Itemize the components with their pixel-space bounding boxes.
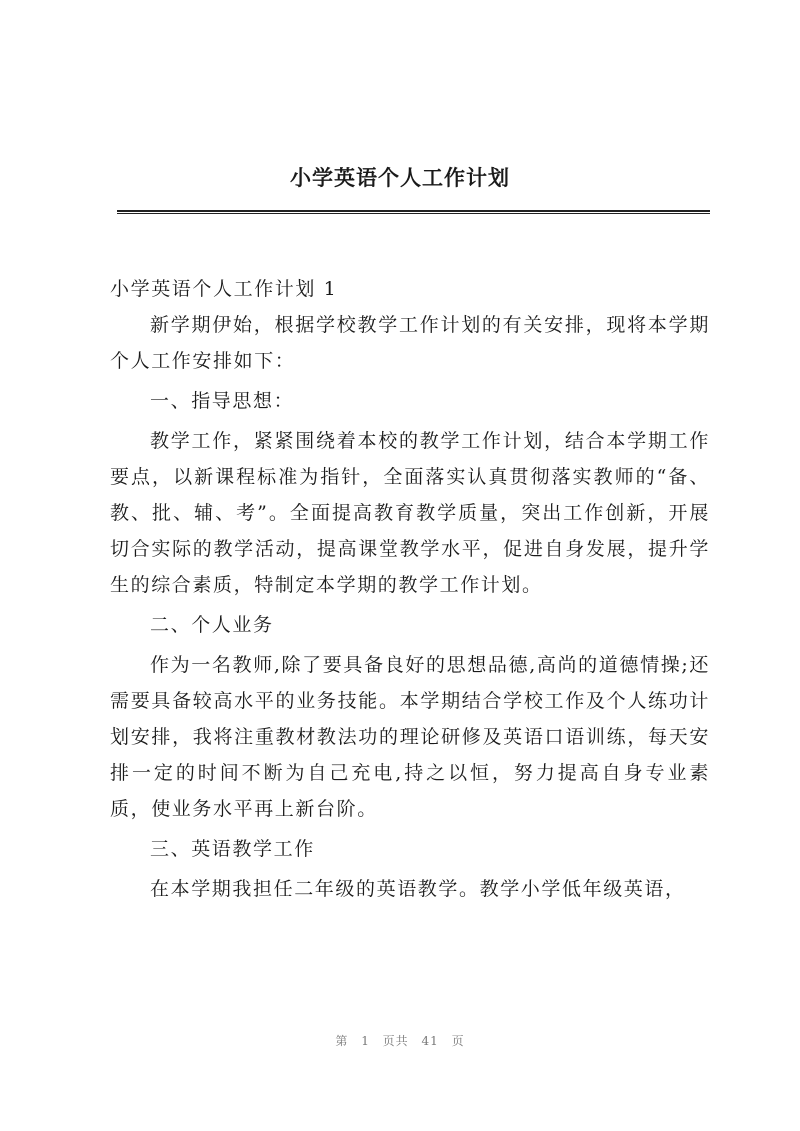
page-number-footer: 第 1 页共 41 页	[335, 1034, 465, 1048]
paragraph-personal-work: 作为一名教师,除了要具备良好的思想品德,高尚的道德情操;还需要具备较高水平的业务技能。本学期结合学校工作及个人练功计划安排，我将注重教材教法功的理论研修及英语口语训练，每天安排一定的时间不断为自己充电,持之以恒，努力提高自身专业素质，使业务水平再上新台阶。	[110, 654, 710, 820]
paragraph-intro: 新学期伊始，根据学校教学工作计划的有关安排，现将本学期个人工作安排如下：	[110, 314, 710, 372]
paragraph-english-teaching: 在本学期我担任二年级的英语教学。教学小学低年级英语，	[150, 878, 686, 900]
section-heading-english-teaching: 三、英语教学工作	[150, 838, 315, 860]
document-title: 小学英语个人工作计划	[290, 165, 510, 190]
document-subtitle: 小学英语个人工作计划 1	[110, 278, 338, 300]
paragraph-guiding-thought: 教学工作，紧紧围绕着本校的教学工作计划，结合本学期工作要点，以新课程标准为指针，全面落实认真贯彻落实教师的“备、教、批、辅、考”。全面提高教育教学质量，突出工作创新，开展切合实际的教学活动，提高课堂教学水平，促进自身发展，提升学生的综合素质，特制定本学期的教学工作计划。	[110, 430, 710, 596]
document-body	[110, 271, 710, 911]
section-heading-guiding-thought: 一、指导思想：	[150, 390, 295, 412]
section-heading-personal-work: 二、个人业务	[150, 614, 274, 636]
title-underline	[117, 210, 710, 214]
